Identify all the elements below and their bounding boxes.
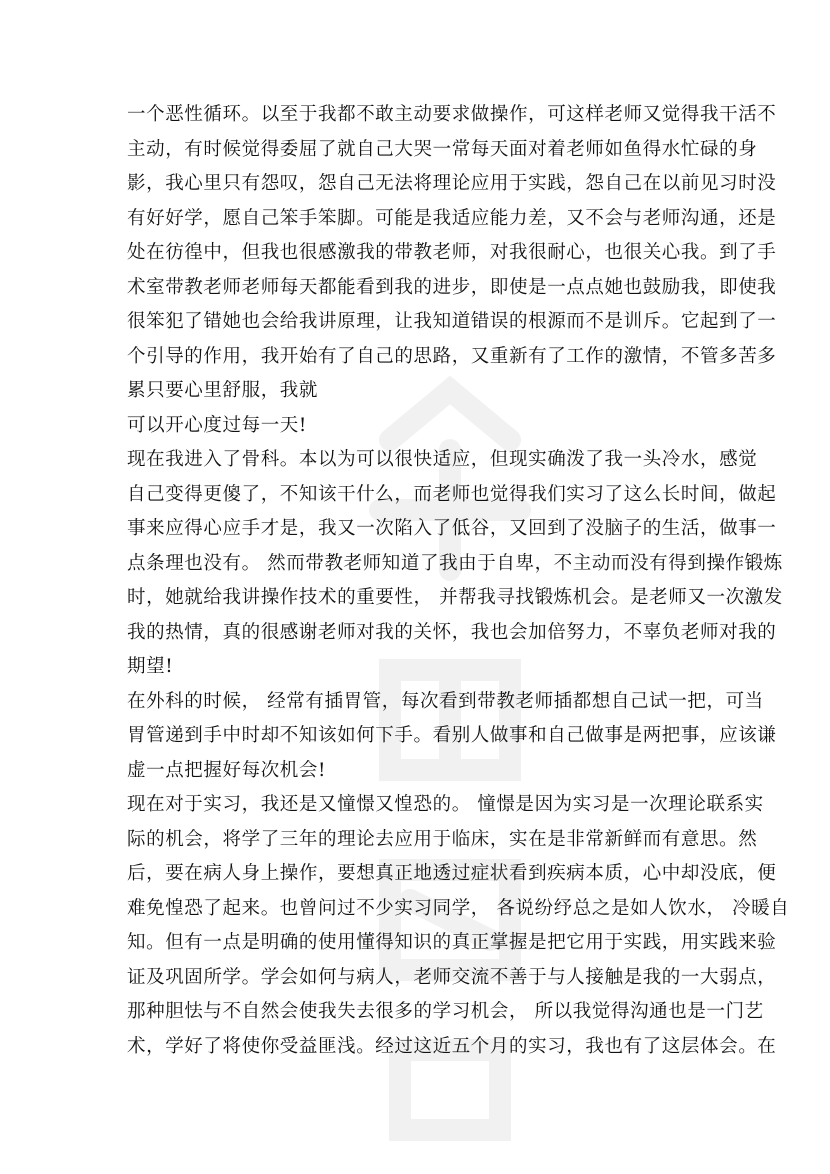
text-line: 点条理也没有。 然而带教老师知道了我由于自卑，不主动而没有得到操作锻炼: [127, 552, 783, 574]
text-line: 一个恶性循环。以至于我都不敢主动要求做操作，可这样老师又觉得我干活不: [127, 104, 777, 125]
text-line: 后，要在病人身上操作，要想真正地透过症状看到疾病本质，心中却没底，便: [127, 863, 777, 884]
text-line: 在外科的时候， 经常有插胃管，每次看到带教老师插都想自己试一把，可当: [127, 690, 764, 712]
text-line: 现在对于实习，我还是又憧憬又惶恐的。 憧憬是因为实习是一次理论联系实: [127, 794, 764, 815]
document-body: [127, 98, 790, 1064]
text-line: 有好好学，愿自己笨手笨脚。可能是我适应能力差，又不会与老师沟通，还是: [127, 207, 777, 229]
text-line: 虚一点把握好每次机会!: [127, 759, 327, 781]
text-line: 可以开心度过每一天!: [127, 414, 307, 436]
text-line: 主动，有时候觉得委屈了就自己大哭一常每天面对着老师如鱼得水忙碌的身: [127, 138, 758, 160]
text-line: 胃管递到手中时却不知该如何下手。看别人做事和自己做事是两把事，应该谦: [127, 725, 777, 746]
text-line: 事来应得心应手才是，我又一次陷入了低谷，又回到了没脑子的生活，做事一: [127, 518, 777, 539]
text-line: 那种胆怯与不自然会使我失去很多的学习机会， 所以我觉得沟通也是一门艺: [127, 1001, 764, 1022]
text-line: 证及巩固所学。学会如何与病人，老师交流不善于与人接触是我的一大弱点，: [127, 966, 777, 988]
text-line: 时，她就给我讲操作技术的重要性， 并帮我寻找锻炼机会。是老师又一次激发: [127, 587, 783, 608]
text-line: 个引导的作用，我开始有了自己的思路，又重新有了工作的激情，不管多苦多: [127, 345, 777, 367]
text-line: 难免惶恐了起来。也曾问过不少实习同学， 各说纷纾总之是如人饮水， 冷暖自: [127, 897, 790, 919]
text-line: 术，学好了将使你受益匪浅。经过这近五个月的实习，我也有了这层体会。在: [127, 1035, 777, 1057]
text-line: 知。但有一点是明确的使用懂得知识的真正掌握是把它用于实践，用实践来验: [127, 932, 777, 953]
text-line: 期望!: [127, 656, 174, 677]
text-line: 现在我进入了骨科。本以为可以很快适应，但现实确泼了我一头冷水，感觉: [127, 449, 758, 470]
text-line: 际的机会，将学了三年的理论去应用于临床，实在是非常新鲜而有意思。然: [127, 828, 758, 850]
text-line: 处在彷徨中，但我也很感激我的带教老师，对我很耐心，也很关心我。到了手: [127, 242, 777, 263]
text-line: 术室带教老师老师每天都能看到我的进步，即使是一点点她也鼓励我，即使我: [127, 276, 777, 298]
text-line: 很笨犯了错她也会给我讲原理，让我知道错误的根源而不是训斥。它起到了一: [127, 311, 777, 332]
text-line: 我的热情，真的很感谢老师对我的关怀，我也会加倍努力，不辜负老师对我的: [127, 621, 777, 643]
text-line: 影，我心里只有怨叹，怨自己无法将理论应用于实践，怨自己在以前见习时没: [127, 173, 777, 194]
text-line: 自己变得更傻了，不知该干什么，而老师也觉得我们实习了这么长时间，做起: [127, 483, 777, 505]
text-line: 累只要心里舒服，我就: [127, 380, 319, 401]
